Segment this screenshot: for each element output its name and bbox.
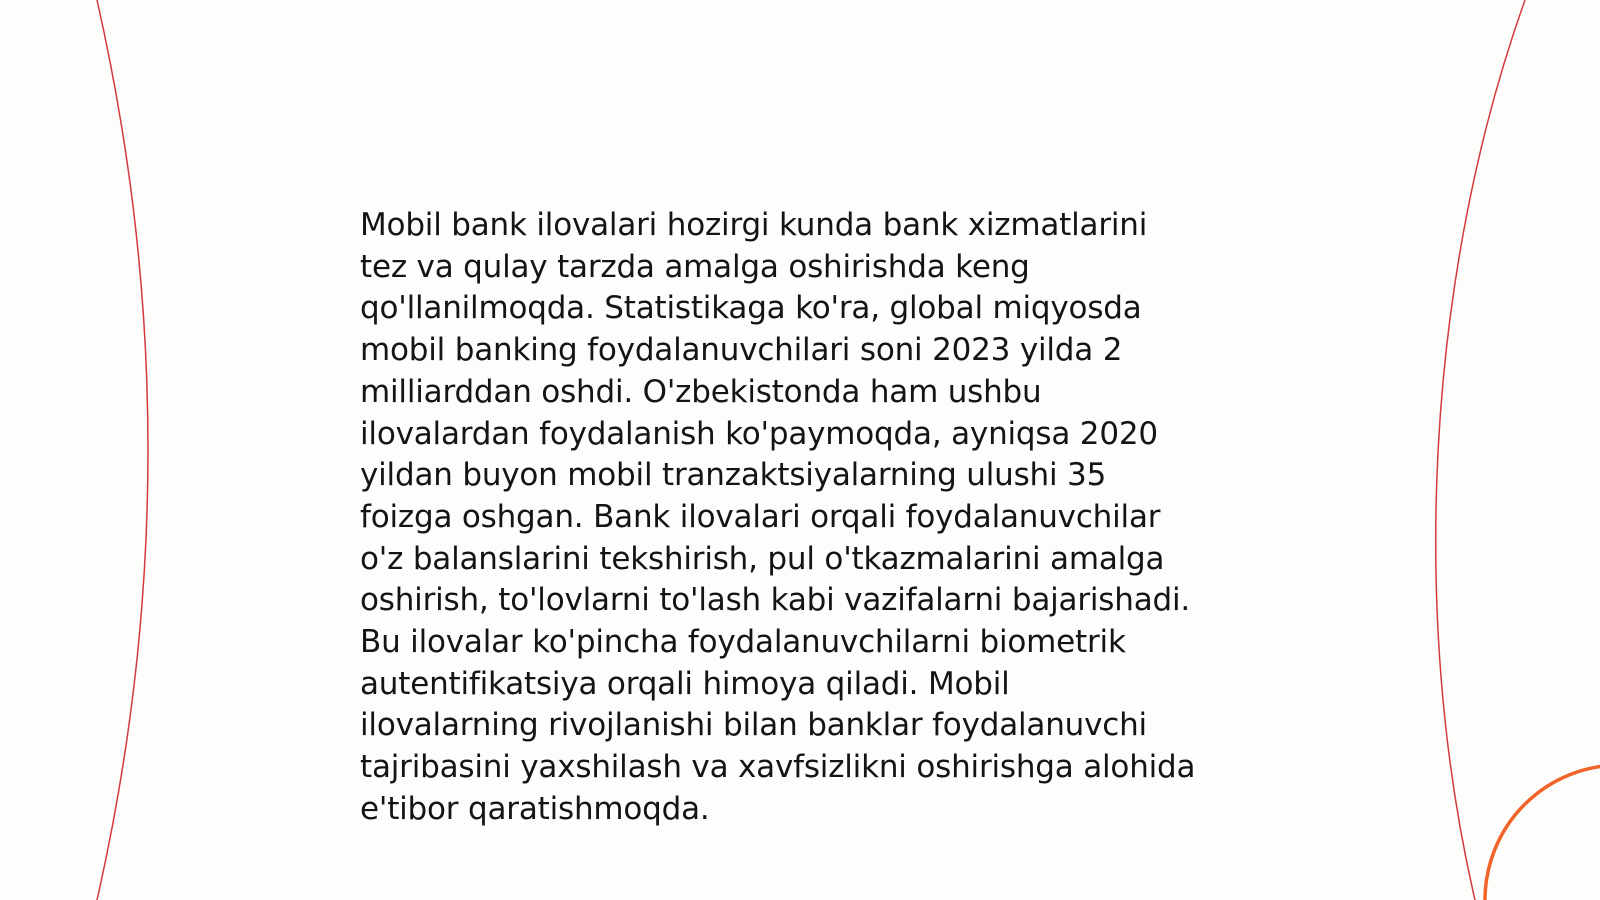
paragraph-line: Mobil bank ilovalari hozirgi kunda bank xizmatlarini xyxy=(360,207,1148,243)
paragraph-line: Bu ilovalar ko'pincha foydalanuvchilarni biometrik xyxy=(360,624,1126,661)
orange-arc xyxy=(1485,765,1600,900)
paragraph-line: yildan buyon mobil tranzaktsiyalarning ulushi 35 xyxy=(360,457,1107,494)
paragraph-line: tajribasini yaxshilash va xavfsizlikni oshirishga alohida xyxy=(360,749,1196,786)
paragraph-line: e'tibor qaratishmoqda. xyxy=(360,790,710,827)
left-curve xyxy=(97,0,148,900)
paragraph-line: tez va qulay tarzda amalga oshirishda keng xyxy=(360,248,1030,285)
body-paragraph xyxy=(360,205,1260,831)
paragraph-line: o'z balanslarini tekshirish, pul o'tkazmalarini amalga xyxy=(360,540,1165,577)
paragraph-line: qo'llanilmoqda. Statistikaga ko'ra, global miqyosda xyxy=(360,290,1142,327)
paragraph-line: mobil banking foydalanuvchilari soni 2023 yilda 2 xyxy=(360,332,1123,369)
right-curve xyxy=(1436,0,1525,900)
paragraph-line: autentifikatsiya orqali himoya qiladi. Mobil xyxy=(360,665,1010,702)
paragraph-line: ilovalarning rivojlanishi bilan banklar foydalanuvchi xyxy=(360,707,1147,744)
paragraph-line: foizga oshgan. Bank ilovalari orqali foydalanuvchilar xyxy=(360,498,1161,535)
paragraph-line: ilovalardan foydalanish ko'paymoqda, ayniqsa 2020 xyxy=(360,415,1158,452)
paragraph-line: milliarddan oshdi. O'zbekistonda ham ushbu xyxy=(360,373,1042,410)
paragraph-line: oshirish, to'lovlarni to'lash kabi vazifalarni bajarishadi. xyxy=(360,582,1191,619)
